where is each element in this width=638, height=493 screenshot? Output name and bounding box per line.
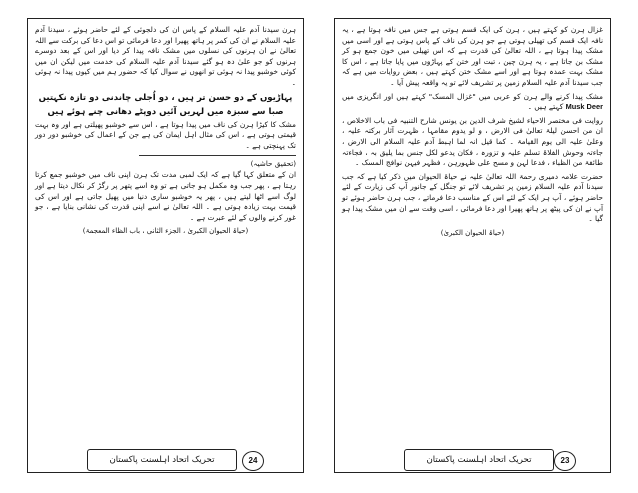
- right-page-number: 23: [554, 451, 576, 471]
- right-paragraph-2: [342, 92, 603, 113]
- musk-intro-end: کہتے ہیں ۔: [527, 102, 564, 112]
- left-reference: (حیاۃ الحیوان الکبریٰ ، الجزء الثانی ، باب الظاء المعجمۃ): [82, 227, 249, 236]
- musk-intro-text: مشک پیدا کرنے والے ہرن کو عربی میں "غزال المسک" کہتے ہیں اور انگریزی میں: [342, 91, 603, 101]
- footnote-label: (تحقیق حاشیہ): [250, 159, 296, 169]
- left-paragraph-2: مشک کا کیڑا ہرن کی ناف میں پیدا ہوتا ہے ، اس سے خوشبو پھیلتی ہے اور وہ بہت قیمتی ہوتی ہے ، اس کی مثال اہل ایمان کی ہے جن کے اعمال کی خوشبو دور دور تک پہنچتی ہے ۔: [35, 119, 296, 150]
- musk-deer-term: Musk Deer: [565, 102, 603, 112]
- footnote-divider: [139, 155, 296, 156]
- left-footer-label: تحریک اتحاد اہلسنت پاکستان: [87, 449, 237, 471]
- right-paragraph-1: غزال ہرن کو کہتے ہیں ، ہرن کی ایک قسم ہوتی ہے جس میں نافہ ہوتا ہے ، یہ نافہ ایک قسم کی تھیلی ہوتی ہے جو ہرن کی ناف کے پاس ہوتی ہے اور اسی میں مشک پیدا ہوتا ہے ، اللہ تعالیٰ کی قدرت ہے کہ اس تھیلی میں خون جمع ہو کر مشک بن جاتا ہے ، یہ ہرن چین ، تبت اور ختن کے پہاڑوں میں پایا جاتا ہے ، اس کا مشک بہت عمدہ ہوتا ہے اور اسے مشک ختن کہتے ہیں ، بعض روایات میں ہے کہ جب سیدنا آدم علیہ السلام زمین پر تشریف لائے تو یہ واقعہ پیش آیا ۔: [342, 25, 603, 87]
- left-paragraph-note: ان کے متعلق کہا گیا ہے کہ ایک لمبی مدت تک ہرن اپنی ناف میں خوشبو جمع کرتا رہتا ہے ، پھر جب وہ مکمل ہو جاتی ہے تو وہ اسے پتھر پر رگڑ کر نکال دیتا ہے اور لوگ اسے اٹھا لیتے ہیں ، پھر یہ خوشبو ساری دنیا میں پھیل جاتی ہے اور اس کی قیمت بہت زیادہ ہوتی ہے ۔ اللہ تعالیٰ نے اسے اپنی قدرت کی نشانی بنایا ہے ، جو غور کرنے والوں کے لئے عبرت ہے ۔: [35, 170, 296, 222]
- right-page: [334, 18, 611, 473]
- left-page-number: 24: [242, 451, 264, 471]
- poem-verse-1: پہاڑیوں کے دو حسن تر ہیں ، دو اُجلی چاندنی دو تازہ نکہتیں: [38, 92, 293, 103]
- right-reference: (حیاۃ الحیوان الکبریٰ): [440, 228, 505, 237]
- right-paragraph-arabic: روایت فی مختصر الاحیاء لشیخ شرف الدین بن یونس شارح التنبیہ فی باب الاخلاص ، ان من احسن لیلۃ تعالیٰ فی الارض ، و لو یدوم مقامہا ، ظہرت آثار برکتہ علیہ ، وعلیٰ علیہ الی یوم القیامۃ ۔ کما قیل انہ لما اہبط آدم علیہ السلام الی الارض ، جاءتہ وحوش الفلاۃ تسلم علیہ و تزورہ ، فکان یدعو لکل جنس بما یلیق بہ ، فجاءتہ طائفۃ من الظباء ، فدعا لہن و مسح علی ظہورہن ، فظہر فیہن نوافج المسک ۔: [342, 115, 603, 168]
- left-paragraph-1: ہرن سیدنا آدم علیہ السلام کے پاس ان کی دلجوئی کے لئے حاضر ہوئے ، سیدنا آدم علیہ السلام نے ان کی کمر پر ہاتھ پھیرا اور دعا فرمائی تو اس دعا کی برکت سے اللہ تعالیٰ نے ان ہرنوں کی نسلوں میں مشک نافہ پیدا کر دیا اور اس کے بعد دوسرے ہرنوں کو جو علیٰ دہ ہو گئے سیدنا آدم علیہ السلام کی خدمت میں لیکن ان میں کوئی خوشبو پیدا نہ ہوئی تو انھوں نے سوال کیا کہ حضور ہم میں کیوں پیدا نہ ہوئی ۔: [35, 25, 296, 87]
- left-footer: [27, 449, 304, 473]
- right-footer: [334, 449, 611, 473]
- poem-verse-2: صبا سے سبزہ میں لہریں آئیں دوپٹے دھانی چنے ہوئے ہیں: [47, 106, 284, 117]
- right-paragraph-4: حضرت علامہ دمیری رحمۃ اللہ تعالیٰ علیہ نے حیاۃ الحیوان میں ذکر کیا ہے کہ جب سیدنا آدم علیہ السلام زمین پر تشریف لائے تو جنگل کے جانور آپ کی زیارت کے لئے حاضر ہوئے ، آپ ہر ایک کے لئے اس کے مناسب دعا فرماتے ، جب ہرن حاضر ہوئے تو آپ نے ان کی پیٹھ پر ہاتھ پھیرا اور دعا فرمائی ، اسی وقت سے ان میں مشک پیدا ہو گیا ۔: [342, 171, 603, 224]
- right-footer-label: تحریک اتحاد اہلسنت پاکستان: [404, 449, 554, 471]
- left-page: [27, 18, 304, 473]
